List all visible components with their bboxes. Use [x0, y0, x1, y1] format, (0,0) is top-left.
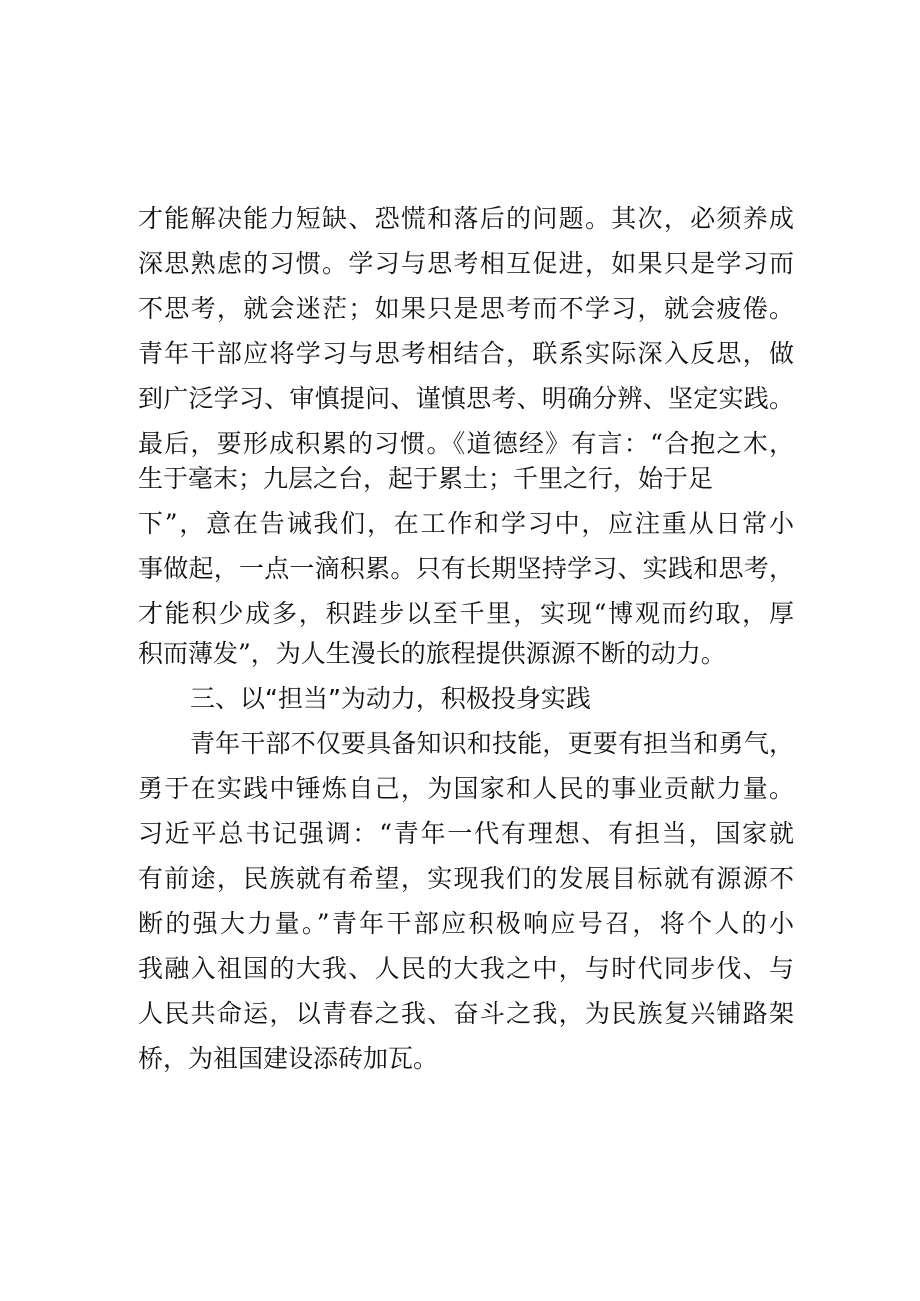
paragraph-line: 下”，意在告诫我们，在工作和学习中，应注重从日常小 — [138, 509, 794, 538]
paragraph-line: 桥，为祖国建设添砖加瓦。 — [138, 1044, 439, 1073]
paragraph-line: 有前途，民族就有希望，实现我们的发展目标就有源源不 — [138, 864, 794, 893]
section-heading: 三、以“担当”为动力，积极投身实践 — [190, 684, 591, 713]
paragraph-line: 才能积少成多，积跬步以至千里，实现“博观而约取，厚 — [138, 599, 794, 628]
paragraph-line: 不思考，就会迷茫；如果只是思考而不学习，就会疲倦。 — [138, 294, 794, 323]
paragraph-line: 最后，要形成积累的习惯。《道德经》有言：“合抱之木， — [138, 429, 794, 458]
paragraph-line: 积而薄发”，为人生漫长的旅程提供源源不断的动力。 — [138, 639, 726, 668]
paragraph-line: 我融入祖国的大我、人民的大我之中，与时代同步伐、与 — [138, 954, 794, 983]
paragraph-line: 生于毫末；九层之台，起于累土；千里之行，始于足 — [138, 464, 714, 493]
paragraph-line: 人民共命运，以青春之我、奋斗之我，为民族复兴铺路架 — [138, 999, 794, 1028]
paragraph-line: 青年干部应将学习与思考相结合，联系实际深入反思，做 — [138, 339, 794, 368]
paragraph-line: 勇于在实践中锤炼自己，为国家和人民的事业贡献力量。 — [138, 774, 794, 803]
paragraph-line: 断的强大力量。”青年干部应积极响应号召，将个人的小 — [138, 909, 794, 938]
paragraph-line: 青年干部不仅要具备知识和技能，更要有担当和勇气， — [190, 729, 794, 758]
paragraph-line: 深思熟虑的习惯。学习与思考相互促进，如果只是学习而 — [138, 249, 794, 278]
paragraph-line: 事做起，一点一滴积累。只有长期坚持学习、实践和思考， — [138, 554, 794, 583]
paragraph-line: 才能解决能力短缺、恐慌和落后的问题。其次，必须养成 — [138, 204, 794, 233]
paragraph-line: 到广泛学习、审慎提问、谨慎思考、明确分辨、坚定实践。 — [138, 384, 794, 413]
paragraph-line: 习近平总书记强调：“青年一代有理想、有担当，国家就 — [138, 819, 794, 848]
